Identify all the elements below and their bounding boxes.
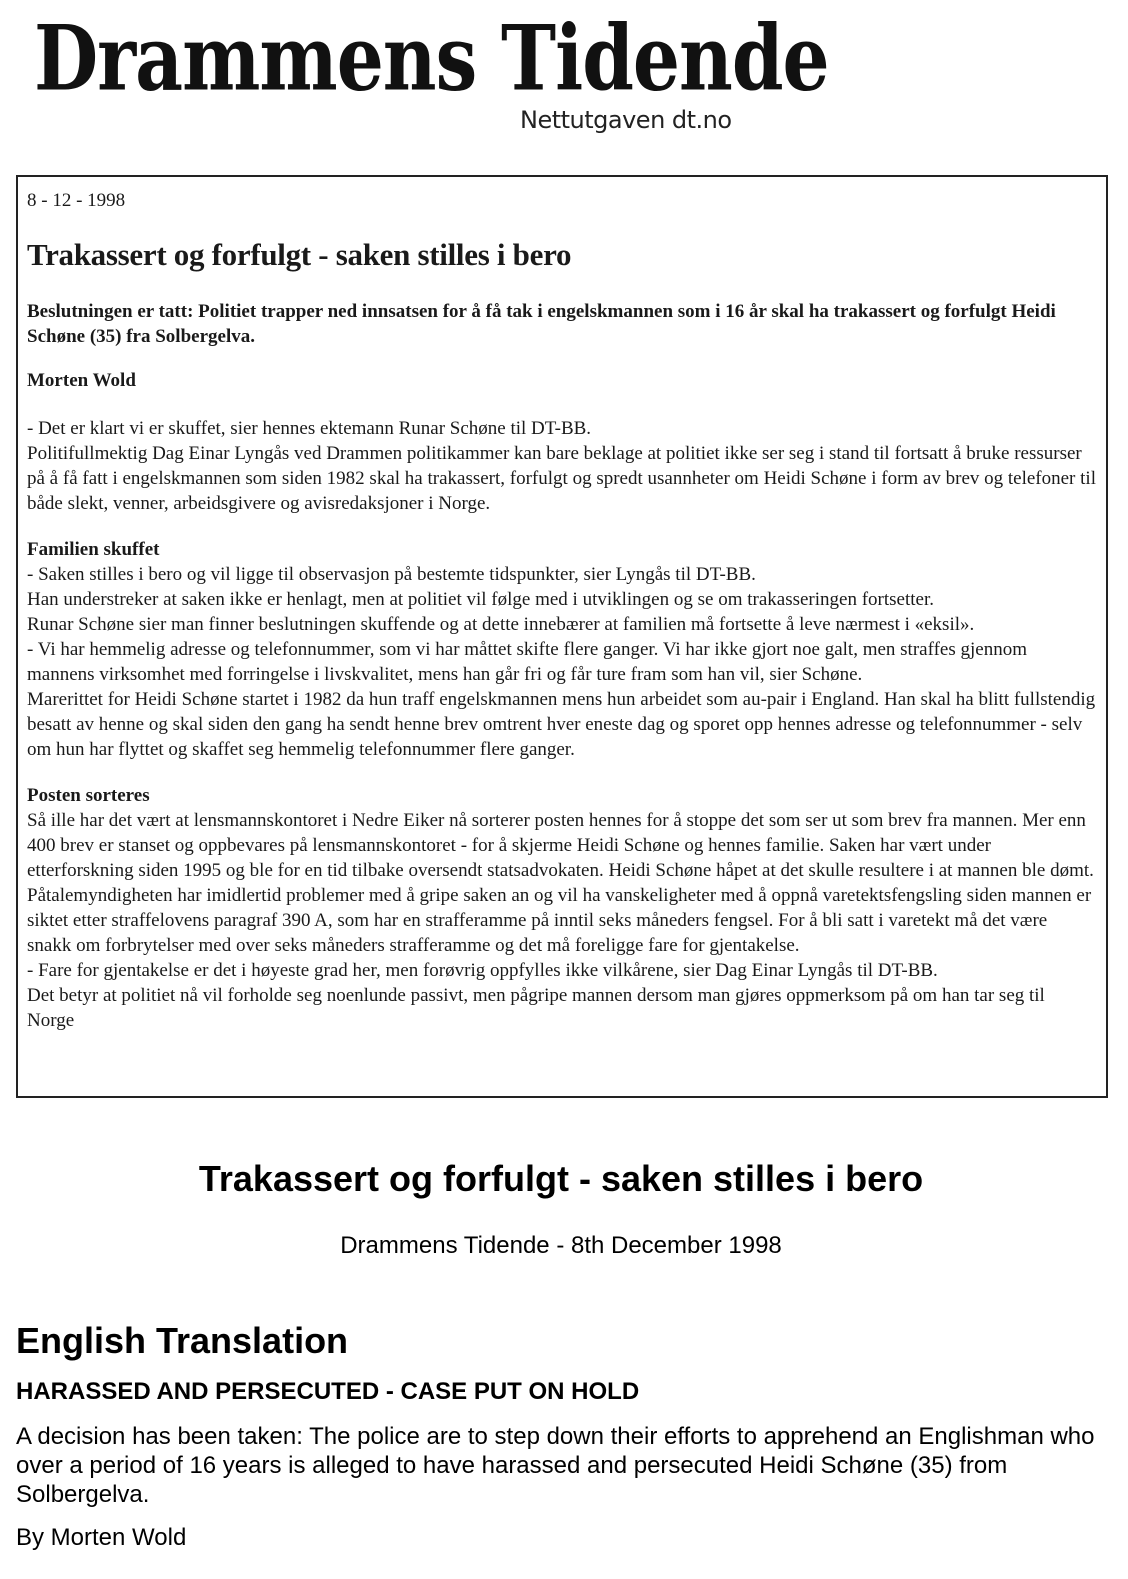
paragraph: - Vi har hemmelig adresse og telefonnummer, som vi har måttet skifte flere ganger. Vi har ikke gjort noe galt, men straffes gjennom mannens virksomhet med forringelse i livskvalitet, mens han går fri og får ture fram som han vil, sier Schøne. [27, 639, 1027, 685]
newspaper-clipping [16, 175, 1108, 1098]
paragraph: - Saken stilles i bero og vil ligge til observasjon på bestemte tidspunkter, sier Lyngås til DT-BB. [27, 564, 756, 585]
clipping-lead: Beslutningen er tatt: Politiet trapper ned innsatsen for å få tak i engelskmannen som i 16 år skal ha trakassert og forfulgt Heidi Schøne (35) fra Solbergelva. [27, 301, 1056, 347]
clipping-intro [27, 416, 1096, 516]
paragraph: Runar Schøne sier man finner beslutningen skuffende og at dette innebærer at familien må fortsette å leve nærmest i «eksil». [27, 614, 975, 635]
translation-source: Drammens Tidende - 8th December 1998 [340, 1232, 782, 1259]
paragraph: Politifullmektig Dag Einar Lyngås ved Drammen politikammer kan bare beklage at politiet ikke ser seg i stand til fortsatt å bruke ressurser på å få fatt i engelskmannen som siden 1982 skal ha trakassert, forfulgt og spredt usannheter om Heidi Schøne i form av brev og telefoner til både slekt, venner, arbeidsgivere og avisredaksjoner i Norge. [27, 443, 1096, 514]
paragraph: Påtalemyndigheten har imidlertid problemer med å gripe saken an og vil ha vanskeligheter med å oppnå varetektsfengsling siden mannen er siktet etter straffelovens paragraf 390 A, som har en strafferamme på inntil seks måneders fengsel. For å bli satt i varetekt må det være snakk om forbrytelser med over seks måneders strafferamme og det må foreligge fare for gjentakelse. [27, 885, 1092, 956]
masthead-subtitle: Nettutgaven dt.no [520, 106, 732, 134]
section-heading: Posten sorteres [27, 785, 150, 806]
clipping-headline: Trakassert og forfulgt - saken stilles i bero [27, 237, 572, 272]
clipping-byline: Morten Wold [27, 370, 136, 391]
paragraph: Så ille har det vært at lensmannskontoret i Nedre Eiker nå sorterer posten hennes for å stoppe det som ser ut som brev fra mannen. Mer enn 400 brev er stanset og oppbevares på lensmannskontoret - for å skjerme Heidi Schøne og hennes familie. Saken har vært under etterforskning siden 1995 og ble for en tid tilbake oversendt statsadvokaten. Heidi Schøne håpet at det skulle resultere i at mannen ble dømt. [27, 810, 1094, 881]
translation-title: Trakassert og forfulgt - saken stilles i bero [198, 1158, 924, 1199]
translation-lead: A decision has been taken: The police are to step down their efforts to apprehend an Englishman who over a period of 16 years is alleged to have harassed and persecuted Heidi Schøne (35) from Solbergelva. [16, 1423, 1095, 1508]
paragraph: Marerittet for Heidi Schøne startet i 1982 da hun traff engelskmannen mens hun arbeidet som au-pair i England. Han skal ha blitt fullstendig besatt av henne og skal siden den gang ha sendt henne brev omtrent hver eneste dag og sporet opp hennes adresse og telefonnummer - selv om hun har flyttet og skaffet seg hemmelig telefonnummer flere ganger. [27, 689, 1096, 760]
translation-heading: English Translation [16, 1320, 349, 1361]
section-heading: Familien skuffet [27, 539, 160, 560]
translation-byline: By Morten Wold [16, 1524, 187, 1551]
masthead [34, 6, 829, 144]
translation-caps-title: HARASSED AND PERSECUTED - CASE PUT ON HOLD [16, 1378, 640, 1405]
clipping-date: 8 - 12 - 1998 [27, 190, 126, 211]
paragraph: Det betyr at politiet nå vil forholde seg noenlunde passivt, men pågripe mannen dersom man gjøres oppmerksom på om han tar seg til Norge [27, 985, 1045, 1031]
paragraph: - Det er klart vi er skuffet, sier hennes ektemann Runar Schøne til DT-BB. [27, 418, 592, 439]
paragraph: Han understreker at saken ikke er henlagt, men at politiet vil følge med i utviklingen og se om trakasseringen fortsetter. [27, 589, 934, 610]
paragraph: - Fare for gjentakelse er det i høyeste grad her, men forøvrig oppfylles ikke vilkårene, sier Dag Einar Lyngås til DT-BB. [27, 960, 938, 981]
masthead-logo: Drammens Tidende [34, 6, 829, 112]
